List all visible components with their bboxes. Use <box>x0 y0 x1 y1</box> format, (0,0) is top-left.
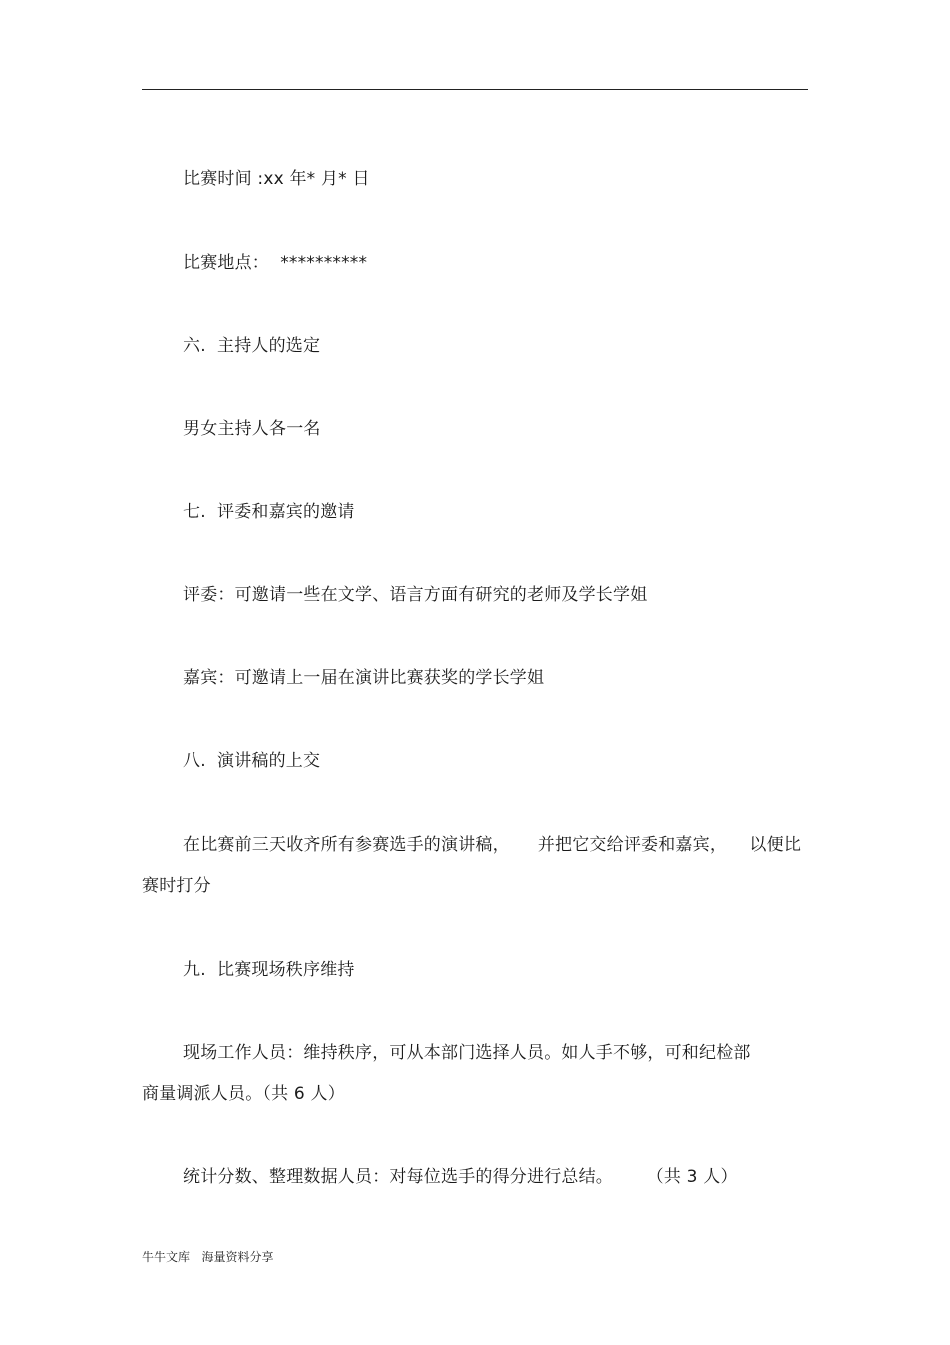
staff-paragraph-line-1: 现场工作人员：维持秩序，可从本部门选择人员。如人手不够，可和纪检部 <box>183 1043 751 1063</box>
header-divider <box>142 89 808 90</box>
guests-paragraph: 嘉宾：可邀请上一届在演讲比赛获奖的学长学姐 <box>183 668 545 688</box>
competition-venue: 比赛地点： ********** <box>183 253 368 273</box>
staff-paragraph-line-2: 商量调派人员。（共 6 人） <box>142 1084 345 1104</box>
speech-submission-line-1: 在比赛前三天收齐所有参赛选手的演讲稿， 并把它交给评委和嘉宾， 以便比 <box>183 835 802 855</box>
section-nine-heading: 九. 比赛现场秩序维持 <box>183 960 355 980</box>
judges-paragraph: 评委：可邀请一些在文学、语言方面有研究的老师及学长学姐 <box>183 585 648 605</box>
page-footer: 牛牛文库 海量资料分享 <box>142 1250 274 1264</box>
speech-submission-line-2: 赛时打分 <box>142 876 211 896</box>
section-seven-heading: 七. 评委和嘉宾的邀请 <box>183 502 355 522</box>
section-eight-heading: 八. 演讲稿的上交 <box>183 751 321 771</box>
scoring-paragraph: 统计分数、整理数据人员：对每位选手的得分进行总结。 （共 3 人） <box>183 1167 738 1187</box>
host-paragraph: 男女主持人各一名 <box>183 419 321 439</box>
section-six-heading: 六. 主持人的选定 <box>183 336 321 356</box>
competition-time: 比赛时间 :xx 年* 月* 日 <box>183 169 370 189</box>
